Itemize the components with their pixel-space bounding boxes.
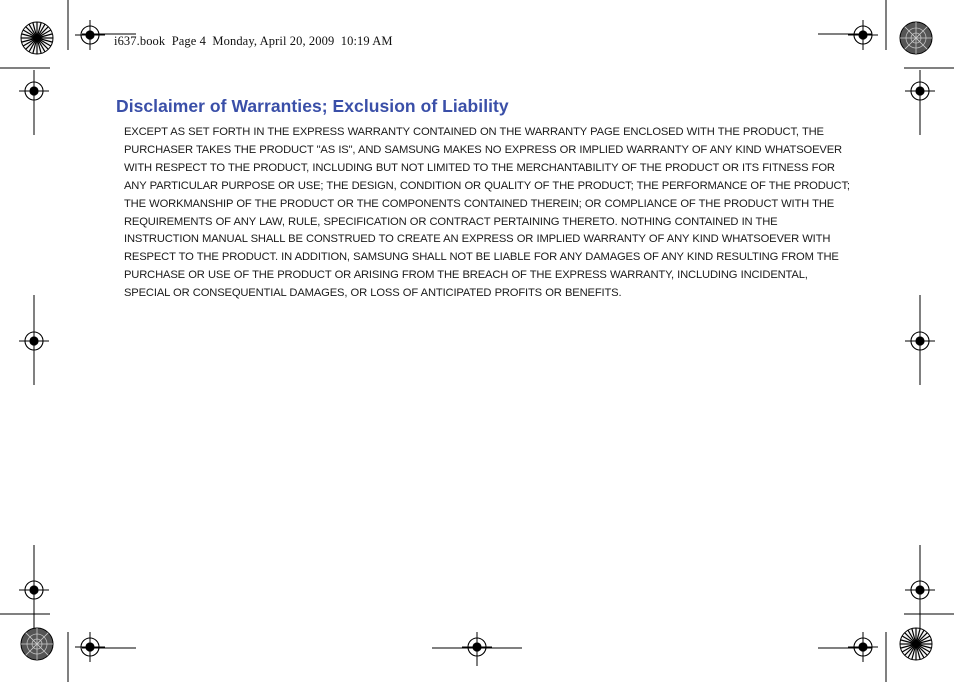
color-star-target-icon [900, 22, 932, 54]
disclaimer-body: EXCEPT AS SET FORTH IN THE EXPRESS WARRANTY CONTAINED ON THE WARRANTY PAGE ENCLOSED WITH THE PRODUCT, THE PURCHASER TAKES THE PRODUCT "AS IS", AND SAMSUNG MAKES NO EXPRESS OR IMPLIED WARRANTY OF ANY KIND WHATSOEVER WITH RESPECT TO THE PRODUCT, INCLUDING BUT NOT LIMITED TO THE MERCHANTABILITY OF THE PRODUCT OR ITS FITNESS FOR ANY PARTICULAR PURPOSE OR USE; THE DESIGN, CONDITION OR QUALITY OF THE PRODUCT; THE PERFORMANCE OF THE PRODUCT; THE WORKMANSHIP OF THE PRODUCT OR THE COMPONENTS CONTAINED THEREIN; OR COMPLIANCE OF THE PRODUCT WITH THE REQUIREMENTS OF ANY LAW, RULE, SPECIFICATION OR CONTRACT PERTAINING THERETO. NOTHING CONTAINED IN THE INSTRUCTION MANUAL SHALL BE CONSTRUED TO CREATE AN EXPRESS OR IMPLIED WARRANTY OF ANY KIND WHATSOEVER WITH RESPECT TO THE PRODUCT. IN ADDITION, SAMSUNG SHALL NOT BE LIABLE FOR ANY DAMAGES OF ANY KIND RESULTING FROM THE PURCHASE OR USE OF THE PRODUCT OR ARISING FROM THE BREACH OF THE EXPRESS WARRANTY, INCLUDING INCIDENTAL, SPECIAL OR CONSEQUENTIAL DAMAGES, OR LOSS OF ANTICIPATED PROFITS OR BENEFITS. [124, 126, 850, 300]
registration-mark-icon [19, 575, 49, 605]
registration-mark-icon [905, 326, 935, 356]
color-star-target-icon [900, 628, 932, 660]
color-star-target-icon [21, 628, 53, 660]
registration-mark-icon [848, 632, 878, 662]
registration-mark-icon [905, 76, 935, 106]
registration-mark-icon [848, 20, 878, 50]
registration-mark-icon [19, 76, 49, 106]
registration-mark-icon [75, 20, 105, 50]
registration-mark-icon [75, 632, 105, 662]
print-slug-line: i637.book Page 4 Monday, April 20, 2009 10:19 AM [114, 34, 393, 48]
registration-mark-icon [905, 575, 935, 605]
registration-mark-icon [19, 326, 49, 356]
section-title: Disclaimer of Warranties; Exclusion of Liability [116, 96, 509, 116]
color-star-target-icon [21, 22, 53, 54]
registration-mark-icon [462, 632, 492, 662]
